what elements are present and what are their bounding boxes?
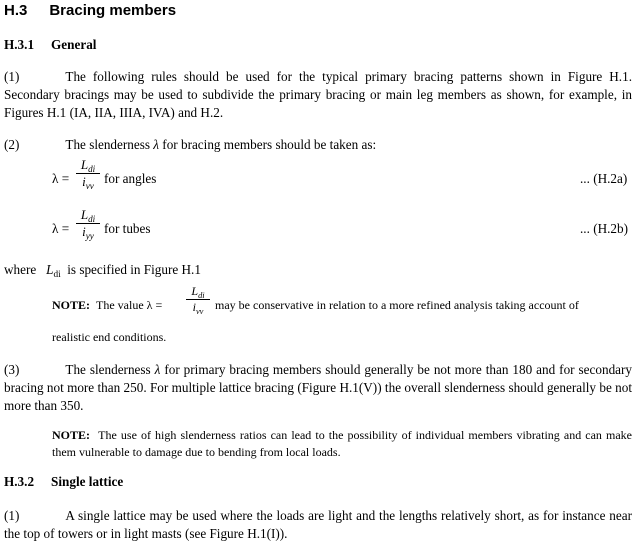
equation-fraction: $L_{di}$ $i_{vv}$ bbox=[76, 158, 100, 189]
note-fraction: $L_{di}$ $i_{vv}$ bbox=[186, 285, 210, 314]
equation-description: for tubes bbox=[104, 221, 151, 236]
note-line-2: realistic end conditions. bbox=[52, 330, 167, 344]
subsection-number: H.3.1 bbox=[4, 37, 35, 52]
paragraph-text: The following rules should be used for the typical primary bracing patterns shown in Figure H.1. Secondary bracings may be used to subdivide the primary bracing or main leg members as shown, for example, in Figures H.1 (IA, IIA, IIIA, IVA) and H.2. bbox=[4, 69, 632, 120]
paragraph-number: (1) bbox=[4, 508, 20, 523]
subsection-title: General bbox=[51, 37, 97, 52]
equation-fraction: $L_{di}$ $i_{yy}$ bbox=[76, 208, 100, 239]
equation-lhs: λ = bbox=[52, 171, 70, 186]
note-line-1: NOTE: The value λ = bbox=[52, 298, 163, 312]
subsection-heading-single-lattice bbox=[4, 474, 123, 490]
paragraph-3: (3) The slenderness λ for primary bracing members should generally be not more than 180 and for secondary bracing not more than 250. For multiple lattice bracing (Figure H.1(V)) the overall slenderness should generally be not more than 350. bbox=[4, 362, 632, 413]
paragraph-2: (2) The slenderness λ for bracing members should be taken as: bbox=[4, 137, 377, 152]
subsection-title: Single lattice bbox=[51, 474, 124, 489]
section-title: Bracing members bbox=[49, 2, 177, 19]
paragraph-1 bbox=[4, 68, 632, 122]
equation-lhs: λ = bbox=[52, 221, 70, 236]
lambda-symbol: λ bbox=[154, 362, 161, 377]
note-label: NOTE: bbox=[52, 298, 91, 312]
where-clause: where $L_{di}$ is specified in Figure H.1 bbox=[4, 262, 201, 279]
equation-reference: ... (H.2b) bbox=[580, 221, 628, 236]
section-number: H.3 bbox=[4, 2, 28, 19]
equation-reference: ... (H.2a) bbox=[580, 171, 628, 186]
subsection-number: H.3.2 bbox=[4, 474, 35, 489]
paragraph-number: (2) bbox=[4, 137, 20, 152]
note-2: NOTE: The use of high slenderness ratios can lead to the possibility of individual members vibrating and can make them vulnerable to damage due to bending from local loads. bbox=[52, 428, 632, 459]
paragraph-number: (3) bbox=[4, 362, 20, 377]
section-heading bbox=[4, 2, 176, 19]
paragraph-number: (1) bbox=[4, 69, 20, 84]
note-label: NOTE: bbox=[52, 428, 91, 442]
note-text: may be conservative in relation to a more refined analysis taking account of bbox=[215, 298, 579, 312]
paragraph-4: (1) A single lattice may be used where the loads are light and the lengths relatively short, as for instance near the top of towers or in light masts (see Figure H.1(I)). bbox=[4, 508, 632, 541]
lambda-symbol: λ bbox=[153, 137, 159, 152]
equation-description: for angles bbox=[104, 171, 157, 186]
subsection-heading-general bbox=[4, 37, 96, 53]
